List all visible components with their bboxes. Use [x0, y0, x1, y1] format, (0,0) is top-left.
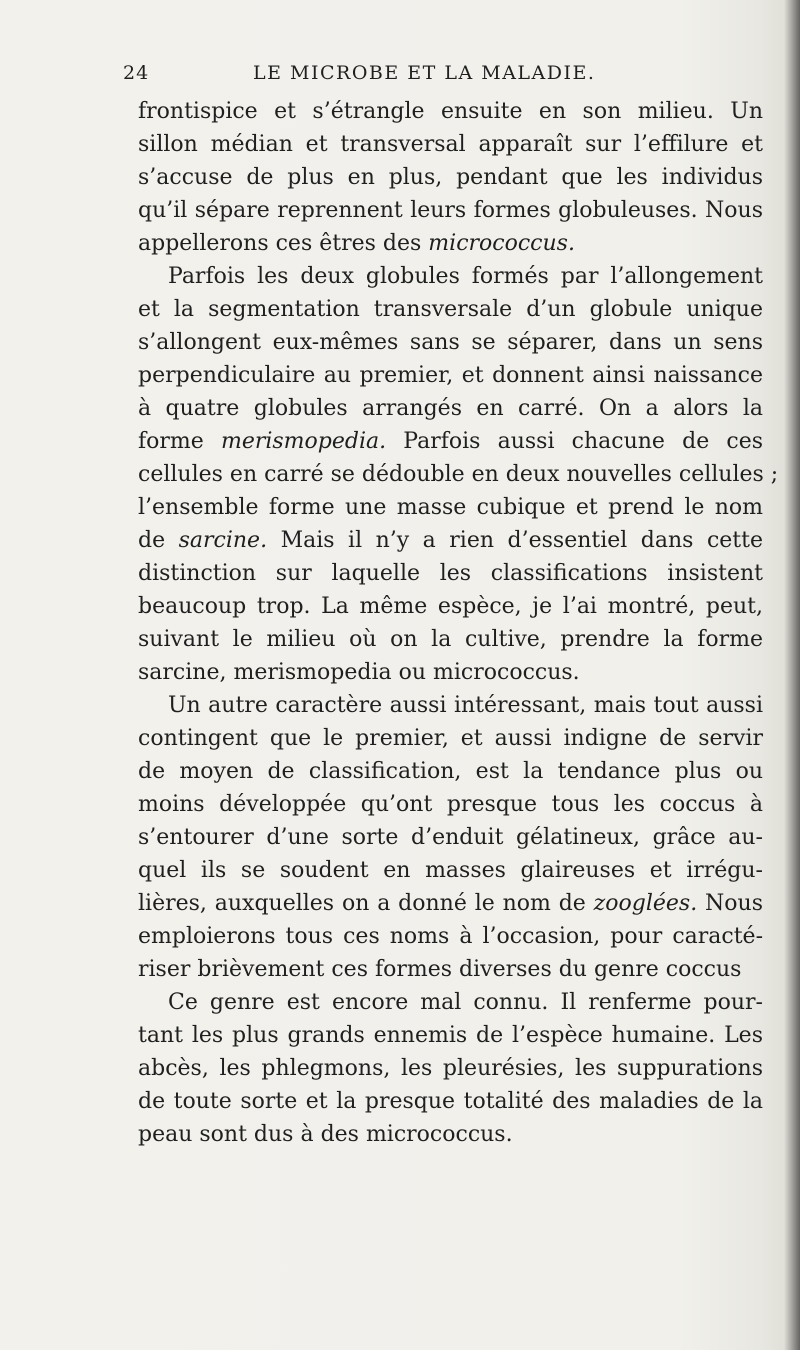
line-segment: l’ensemble forme une masse cubique et prend le nom [138, 495, 763, 520]
text-line [138, 656, 763, 689]
line-segment: sarcine, merismopedia ou micrococcus. [138, 660, 580, 685]
line-segment: s’entourer d’une sorte d’enduit gélatineux, grâce au- [138, 825, 763, 850]
line-segment: s’allongent eux-mêmes sans se séparer, dans un sens [138, 330, 763, 355]
line-segment: peau sont dus à des micrococcus. [138, 1122, 513, 1147]
text-line [138, 359, 763, 392]
text-line [138, 326, 763, 359]
paragraph [138, 260, 779, 689]
line-segment: Ce genre est encore mal connu. Il renferme pour- [168, 990, 763, 1015]
italic-term: merismopedia. [220, 429, 387, 454]
line-segment: Parfois les deux globules formés par l’allongement [168, 264, 763, 289]
text-line [138, 689, 763, 722]
text-line [138, 557, 763, 590]
line-segment: à quatre globules arrangés en carré. On a alors la [138, 396, 763, 421]
line-segment: distinction sur laquelle les classifications insistent [138, 561, 763, 586]
text-line [138, 392, 763, 425]
text-line [138, 1118, 763, 1151]
line-segment: qu’il sépare reprennent leurs formes globuleuses. Nous [138, 198, 763, 223]
text-line [138, 491, 763, 524]
text-line [138, 293, 763, 326]
line-segment: riser brièvement ces formes diverses du genre coccus [138, 957, 742, 982]
text-line [138, 887, 763, 920]
line-segment: sillon médian et transversal apparaît sur l’effilure et [138, 132, 763, 157]
paragraph [138, 95, 763, 260]
italic-term: zooglées. [593, 891, 698, 916]
page-number: 24 [123, 62, 150, 84]
line-segment: abcès, les phlegmons, les pleurésies, les suppurations [138, 1056, 763, 1081]
line-segment: Parfois aussi chacune de ces [386, 429, 764, 454]
line-segment: lières, auxquelles on a donné le nom de [138, 891, 594, 916]
line-segment: suivant le milieu où on la cultive, prendre la forme [138, 627, 763, 652]
line-segment: de [138, 528, 179, 553]
line-segment: moins développée qu’ont presque tous les coccus à [138, 792, 763, 817]
italic-term: micrococcus. [428, 231, 575, 256]
line-segment: forme [138, 429, 221, 454]
line-segment: Nous [697, 891, 764, 916]
text-line [138, 854, 763, 887]
text-line [138, 623, 763, 656]
text-line [138, 953, 763, 986]
line-segment: frontispice et s’étrangle ensuite en son milieu. Un [138, 99, 763, 124]
text-line [138, 227, 763, 260]
text-line [138, 986, 763, 1019]
text-line [138, 590, 763, 623]
line-segment: emploierons tous ces noms à l’occasion, pour caracté- [138, 924, 763, 949]
line-segment: Mais il n’y a rien d’essentiel dans cette [267, 528, 763, 553]
text-line [138, 260, 763, 293]
page-edge-shadow [784, 0, 800, 1350]
line-segment: cellules en carré se dédouble en deux nouvelles cellules ; [138, 462, 779, 487]
text-line [138, 1052, 763, 1085]
line-segment: s’accuse de plus en plus, pendant que les individus [138, 165, 763, 190]
text-line [138, 95, 763, 128]
text-line [138, 755, 763, 788]
paragraph [138, 689, 763, 986]
line-segment: et la segmentation transversale d’un globule unique [138, 297, 763, 322]
text-line [138, 458, 779, 491]
line-segment: beaucoup trop. La même espèce, je l’ai montré, peut, [138, 594, 763, 619]
text-line [138, 722, 763, 755]
running-head [123, 62, 773, 92]
text-line [138, 194, 763, 227]
body-text [138, 95, 779, 1151]
text-line [138, 425, 763, 458]
text-line [138, 1085, 763, 1118]
paragraph [138, 986, 763, 1151]
text-line [138, 920, 763, 953]
line-segment: Un autre caractère aussi intéressant, mais tout aussi [168, 693, 763, 718]
text-line [138, 524, 763, 557]
text-line [138, 161, 763, 194]
text-line [138, 821, 763, 854]
running-title: LE MICROBE ET LA MALADIE. [253, 62, 596, 84]
line-segment: de toute sorte et la presque totalité des maladies de la [138, 1089, 763, 1114]
line-segment: contingent que le premier, et aussi indigne de servir [138, 726, 763, 751]
line-segment: de moyen de classification, est la tendance plus ou [138, 759, 763, 784]
line-segment: quel ils se soudent en masses glaireuses et irrégu- [138, 858, 763, 883]
line-segment: appellerons ces êtres des [138, 231, 429, 256]
italic-term: sarcine. [178, 528, 268, 553]
text-line [138, 788, 763, 821]
line-segment: tant les plus grands ennemis de l’espèce humaine. Les [138, 1023, 763, 1048]
text-line [138, 1019, 763, 1052]
text-line [138, 128, 763, 161]
line-segment: perpendiculaire au premier, et donnent ainsi naissance [138, 363, 763, 388]
